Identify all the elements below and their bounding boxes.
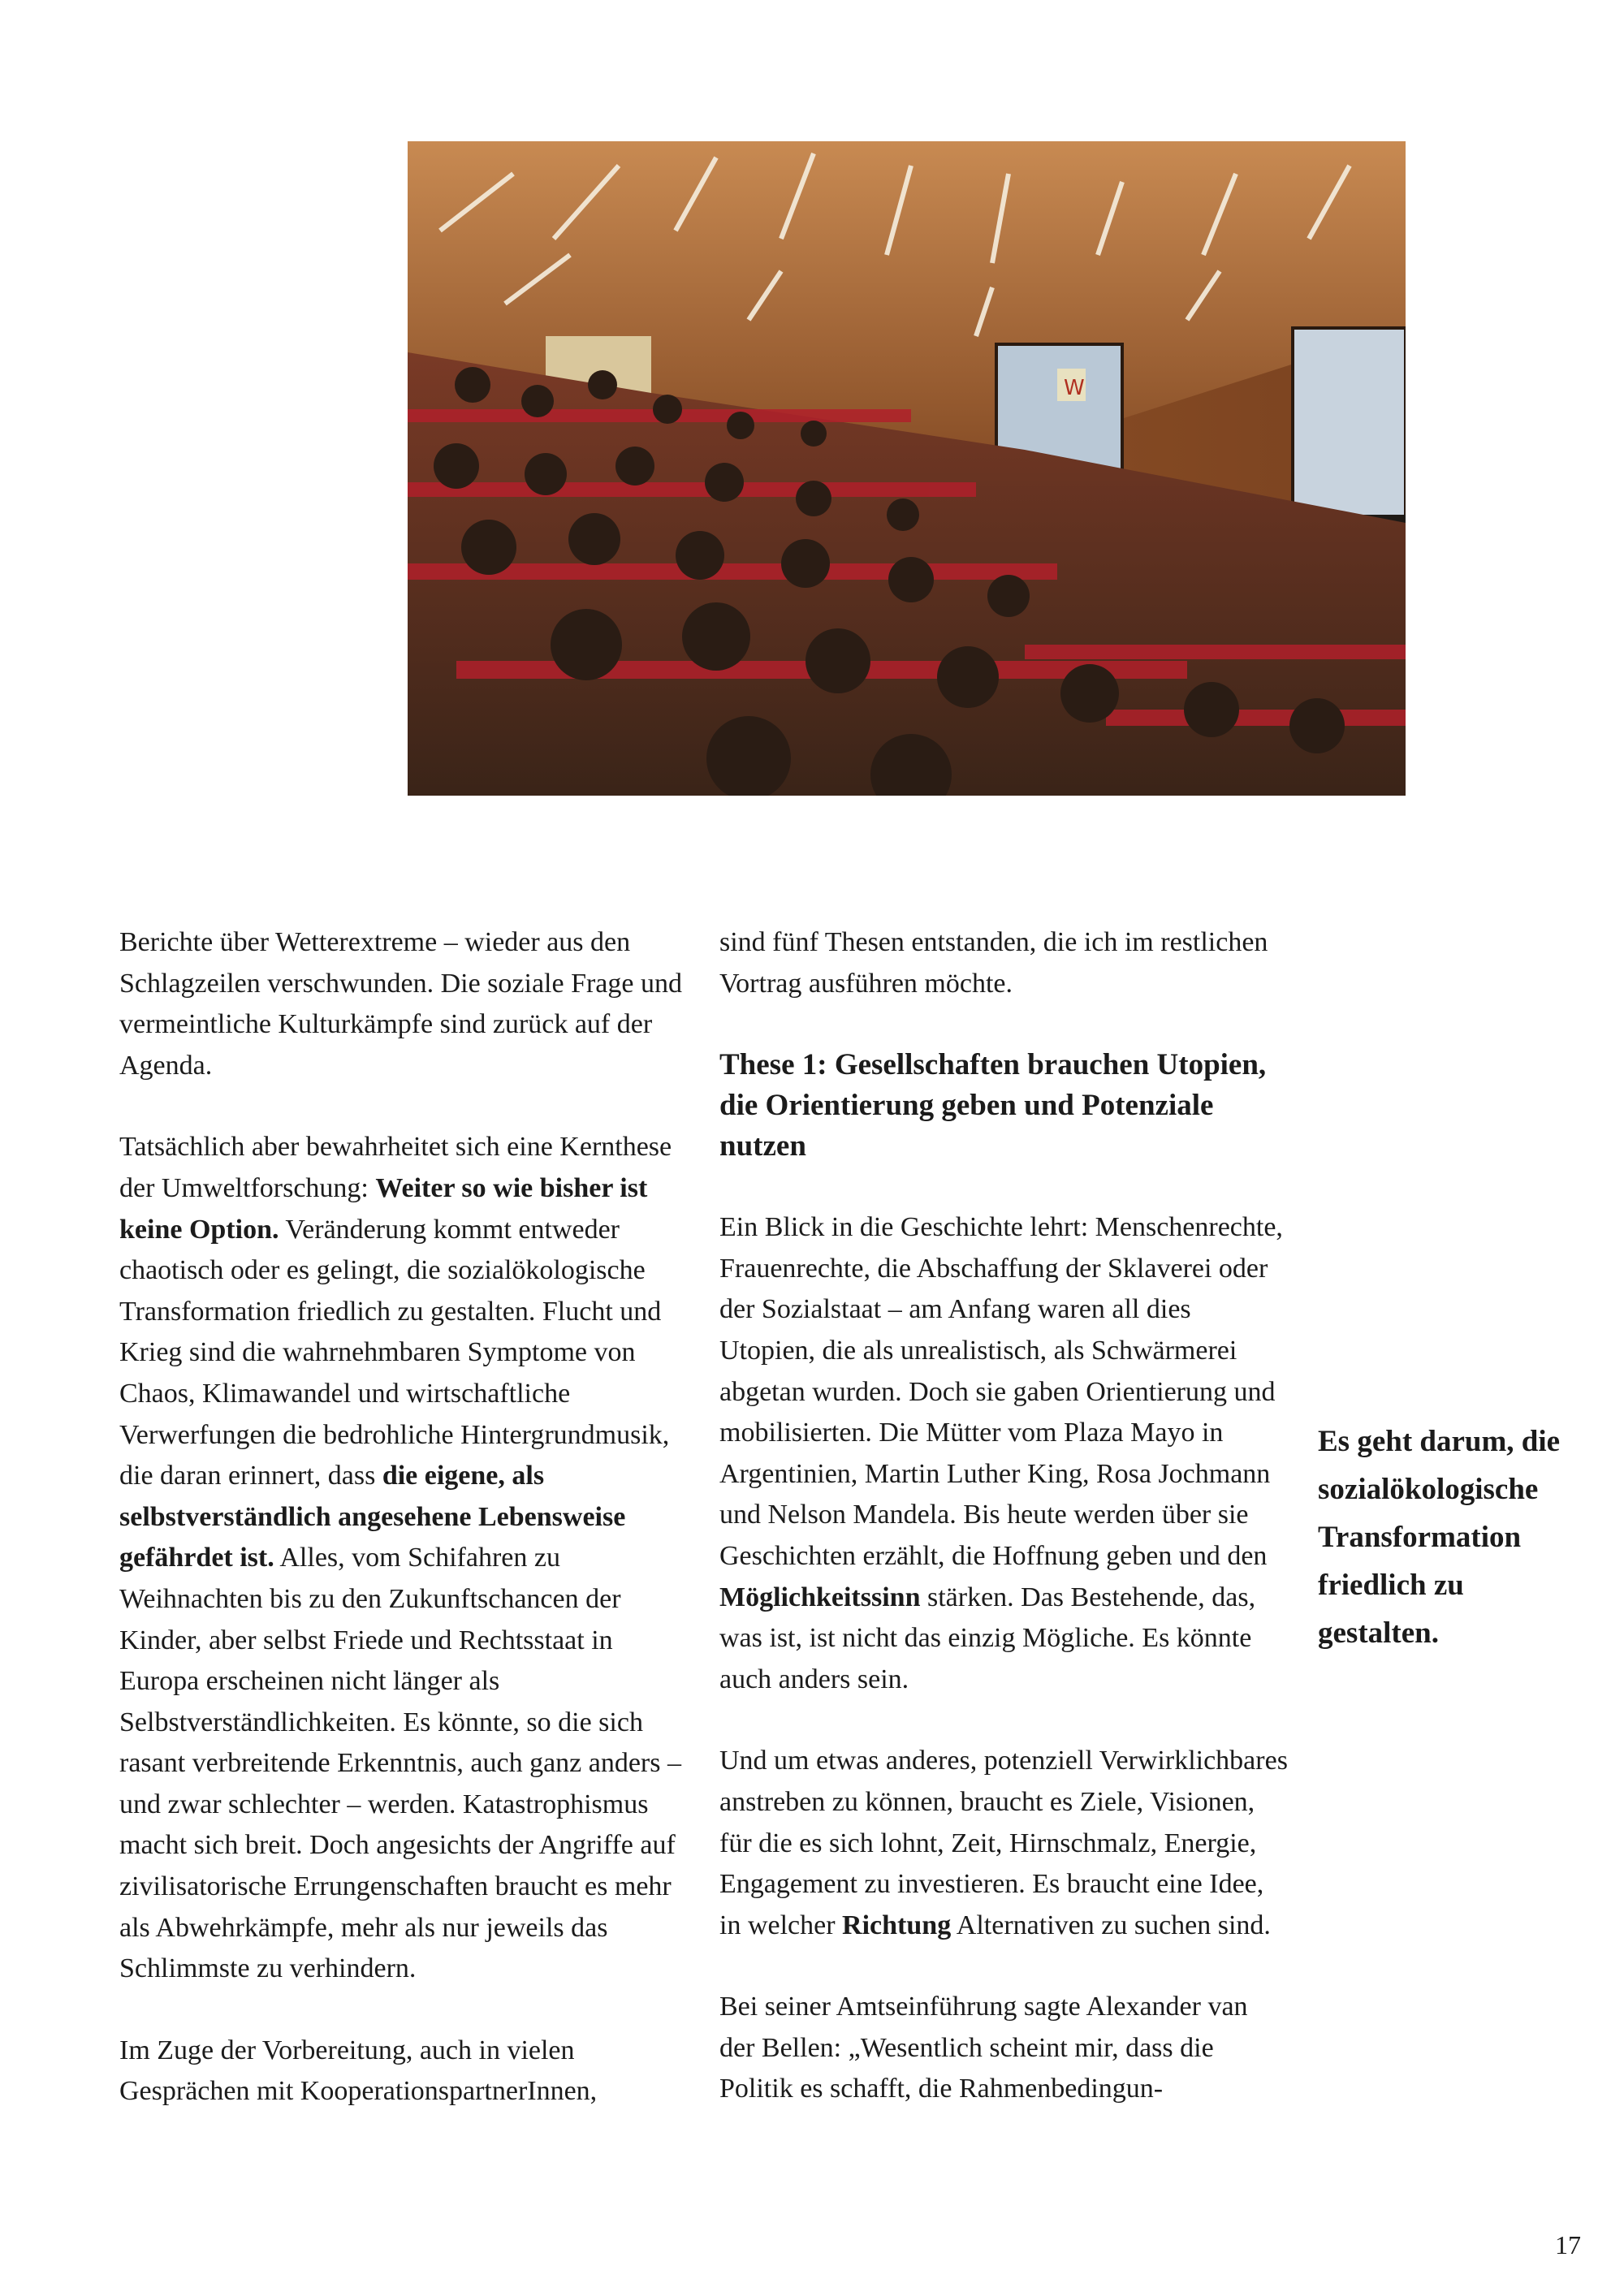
page-number: 17 — [1555, 2230, 1581, 2259]
text-column-left — [119, 922, 688, 2153]
lecture-hall-illustration — [408, 141, 1406, 796]
paragraph-text: Ein Blick in die Geschichte lehrt: Menschenrechte, Frauenrechte, die Abschaffung der Sklaverei oder der Sozialstaat – am Anfang waren all dies Utopien, die als unrealistisch, als Schwärmerei abgetan wurden. Doch sie gaben Orientierung und mobilisierten. Die Mütter vom Plaza Mayo in Argentinien, Martin Luther King, Rosa Jochmann und Nelson Mandela. Bis heute werden über sie Geschichten erzählt, die Hoffnung geben und den — [719, 1212, 1283, 1571]
paragraph-text: sind fünf Thesen entstanden, die ich im restlichen Vortrag ausführen möchte. — [719, 927, 1268, 999]
paragraph — [719, 922, 1288, 1004]
paragraph — [719, 1741, 1288, 1946]
screen-logo: W — [1064, 376, 1085, 400]
paragraph-text: stärken. Das Bestehende, das, was ist, ist nicht das einzig Mögliche. Es könnte auch anders sein. — [719, 1582, 1256, 1694]
emphasis-text: Richtung — [842, 1910, 952, 1940]
paragraph-text: Tatsächlich aber bewahrheitet sich eine Kernthese der Umweltforschung: — [119, 1132, 672, 1203]
emphasis-text: Möglichkeitssinn — [719, 1582, 921, 1612]
paragraph-text: Im Zuge der Vorbereitung, auch in vielen Gesprächen mit KooperationspartnerInnen, — [119, 2035, 598, 2107]
pull-quote: Es geht darum, die sozialökologische Transformation friedlich zu gestalten. — [1318, 1425, 1561, 1650]
section-heading: These 1: Gesellschaften brauchen Utopien, die Orientierung geben und Potenziale nutzen — [719, 1048, 1267, 1163]
paragraph — [719, 1987, 1288, 2110]
paragraph — [119, 1127, 688, 1989]
paragraph — [119, 922, 688, 1086]
paragraph-text: Berichte über Wetterextreme – wieder aus den Schlagzeilen verschwunden. Die soziale Frage und vermeintliche Kulturkämpfe sind zurück auf der Agenda. — [119, 927, 682, 1081]
paragraph-text: Alternativen zu suchen sind. — [951, 1910, 1271, 1940]
paragraph-text: Und um etwas anderes, potenziell Verwirklichbares anstreben zu können, braucht es Ziele, Visionen, für die es sich lohnt, Zeit, Hirnschmalz, Energie, Engagement zu investieren. Es braucht eine Idee, in welcher — [719, 1746, 1288, 1940]
paragraph — [119, 2031, 688, 2113]
paragraph — [719, 1207, 1288, 1700]
paragraph-text: Bei seiner Amtseinführung sagte Alexander van der Bellen: „Wesentlich scheint mir, dass die Politik es schafft, die Rahmenbedingun- — [719, 1992, 1248, 2104]
paragraph-text: Veränderung kommt entweder chaotisch oder es gelingt, die sozialökologische Transformation friedlich zu gestalten. Flucht und Krieg sind die wahrnehmbaren Symptome von Chaos, Klimawandel und wirtschaftliche Verwerfungen die bedrohliche Hintergrundmusik, die daran erinnert, dass — [119, 1214, 670, 1491]
text-column-right — [719, 922, 1288, 2151]
lecture-hall-photo — [408, 141, 1406, 796]
emphasis-text: die eigene, als selbstverständlich angesehene Lebensweise gefährdet ist. — [119, 1461, 626, 1573]
paragraph-text: Alles, vom Schifahren zu Weihnachten bis zu den Zukunftschancen der Kinder, aber selbst Friede und Rechtsstaat in Europa erscheinen nicht länger als Selbstverständlichkeiten. Es könnte, so die sich rasant verbreitende Erkenntnis, auch ganz anders – und zwar schlechter – werden. Katastrophismus macht sich breit. Doch angesichts der Angriffe auf zivilisatorische Errungenschaften braucht es mehr als Abwehrkämpfe, mehr als nur jeweils das Schlimmste zu verhindern. — [119, 1543, 681, 1984]
emphasis-text: Weiter so wie bisher ist keine Option. — [119, 1172, 648, 1245]
